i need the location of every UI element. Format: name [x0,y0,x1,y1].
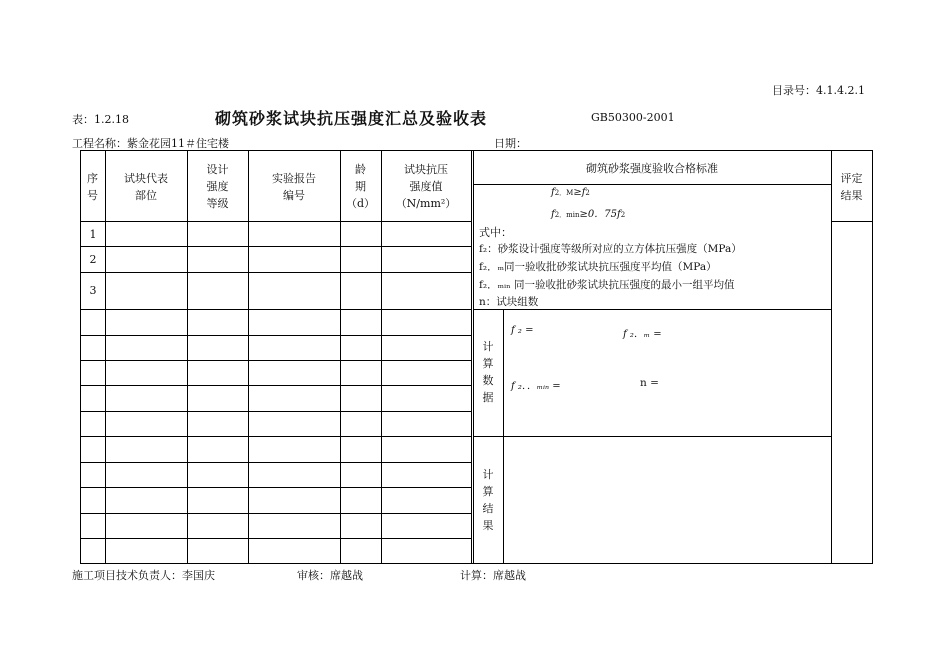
col-divider [105,150,106,563]
col-divider-main [471,150,472,563]
footer-review: 审核：席越战 [297,569,363,582]
row-line [80,385,472,386]
header-report-no: 实验报告 编号 [272,172,316,202]
calc-f2min: f ₂．．ₘᵢₙ = [511,381,561,392]
legend-line: n：试块组数 [479,296,539,308]
col-divider-main [473,150,474,563]
calc-f2: f ₂ = [511,325,534,336]
row-line [80,538,472,539]
table-left-border [80,150,81,563]
row-line [80,335,472,336]
footer-tech-lead: 施工项目技术负责人：李国庆 [72,569,215,582]
row-line [80,272,472,273]
table-bottom-border [80,563,873,564]
header-age: 龄 期 （d） [345,163,376,210]
formula-mean: f2．M≥f2 [551,187,590,198]
header-location: 试块代表 部位 [124,172,168,202]
criteria-bottom-line [473,309,831,310]
criteria-header-line [473,184,831,185]
legend-line: f₂．ₘ同一验收批砂浆试块抗压强度平均值（MPa） [479,261,717,273]
row-line [80,462,472,463]
page-title: 砌筑砂浆试块抗压强度汇总及验收表 [215,109,488,128]
table-right-border [872,150,873,563]
row-line [80,436,472,437]
table-top-border [80,150,873,151]
header-seq: 序 号 [87,172,98,202]
header-strength: 试块抗压 强度值 （N/mm²） [395,163,457,210]
header-design-grade: 设计 强度 等级 [206,163,229,210]
formula-min: f2．min≥0．75f2 [551,209,626,220]
legend-line: f₂．ₘᵢₙ 同一验收批砂浆试块抗压强度的最小一组平均值 [479,279,735,291]
calc-n: n = [640,377,659,389]
col-divider-rating [831,150,832,563]
header-rating: 评定 结果 [840,172,863,202]
row-line [80,513,472,514]
calc-result-label: 计 算 结 果 [482,468,494,532]
calc-data-bottom-line [473,436,831,437]
date-label: 日期： [494,137,527,150]
row-line [80,411,472,412]
row-line [80,309,472,310]
legend-line: f₂：砂浆设计强度等级所对应的立方体抗压强度（MPa） [479,243,742,255]
row-number: 2 [89,253,97,266]
rating-header-line [831,221,872,222]
row-number: 3 [89,284,97,297]
project-name: 工程名称：紫金花园11＃住宅楼 [72,137,229,150]
col-divider [248,150,249,563]
calc-data-label: 计 算 数 据 [482,340,494,404]
row-line [80,246,472,247]
footer-calc: 计算：席越战 [460,569,526,582]
calc-f2m: f ₂．ₘ = [623,329,662,340]
standard-code: GB50300-2001 [591,111,675,124]
calc-label-divider [503,309,504,563]
legend-title: 式中： [479,226,512,239]
row-line [80,360,472,361]
catalog-number: 目录号：4.1.4.2.1 [772,84,865,97]
row-line [80,487,472,488]
row-line [80,221,472,222]
table-number: 表：1.2.18 [72,113,129,126]
header-criteria: 砌筑砂浆强度验收合格标准 [586,162,718,175]
row-number: 1 [89,228,97,241]
